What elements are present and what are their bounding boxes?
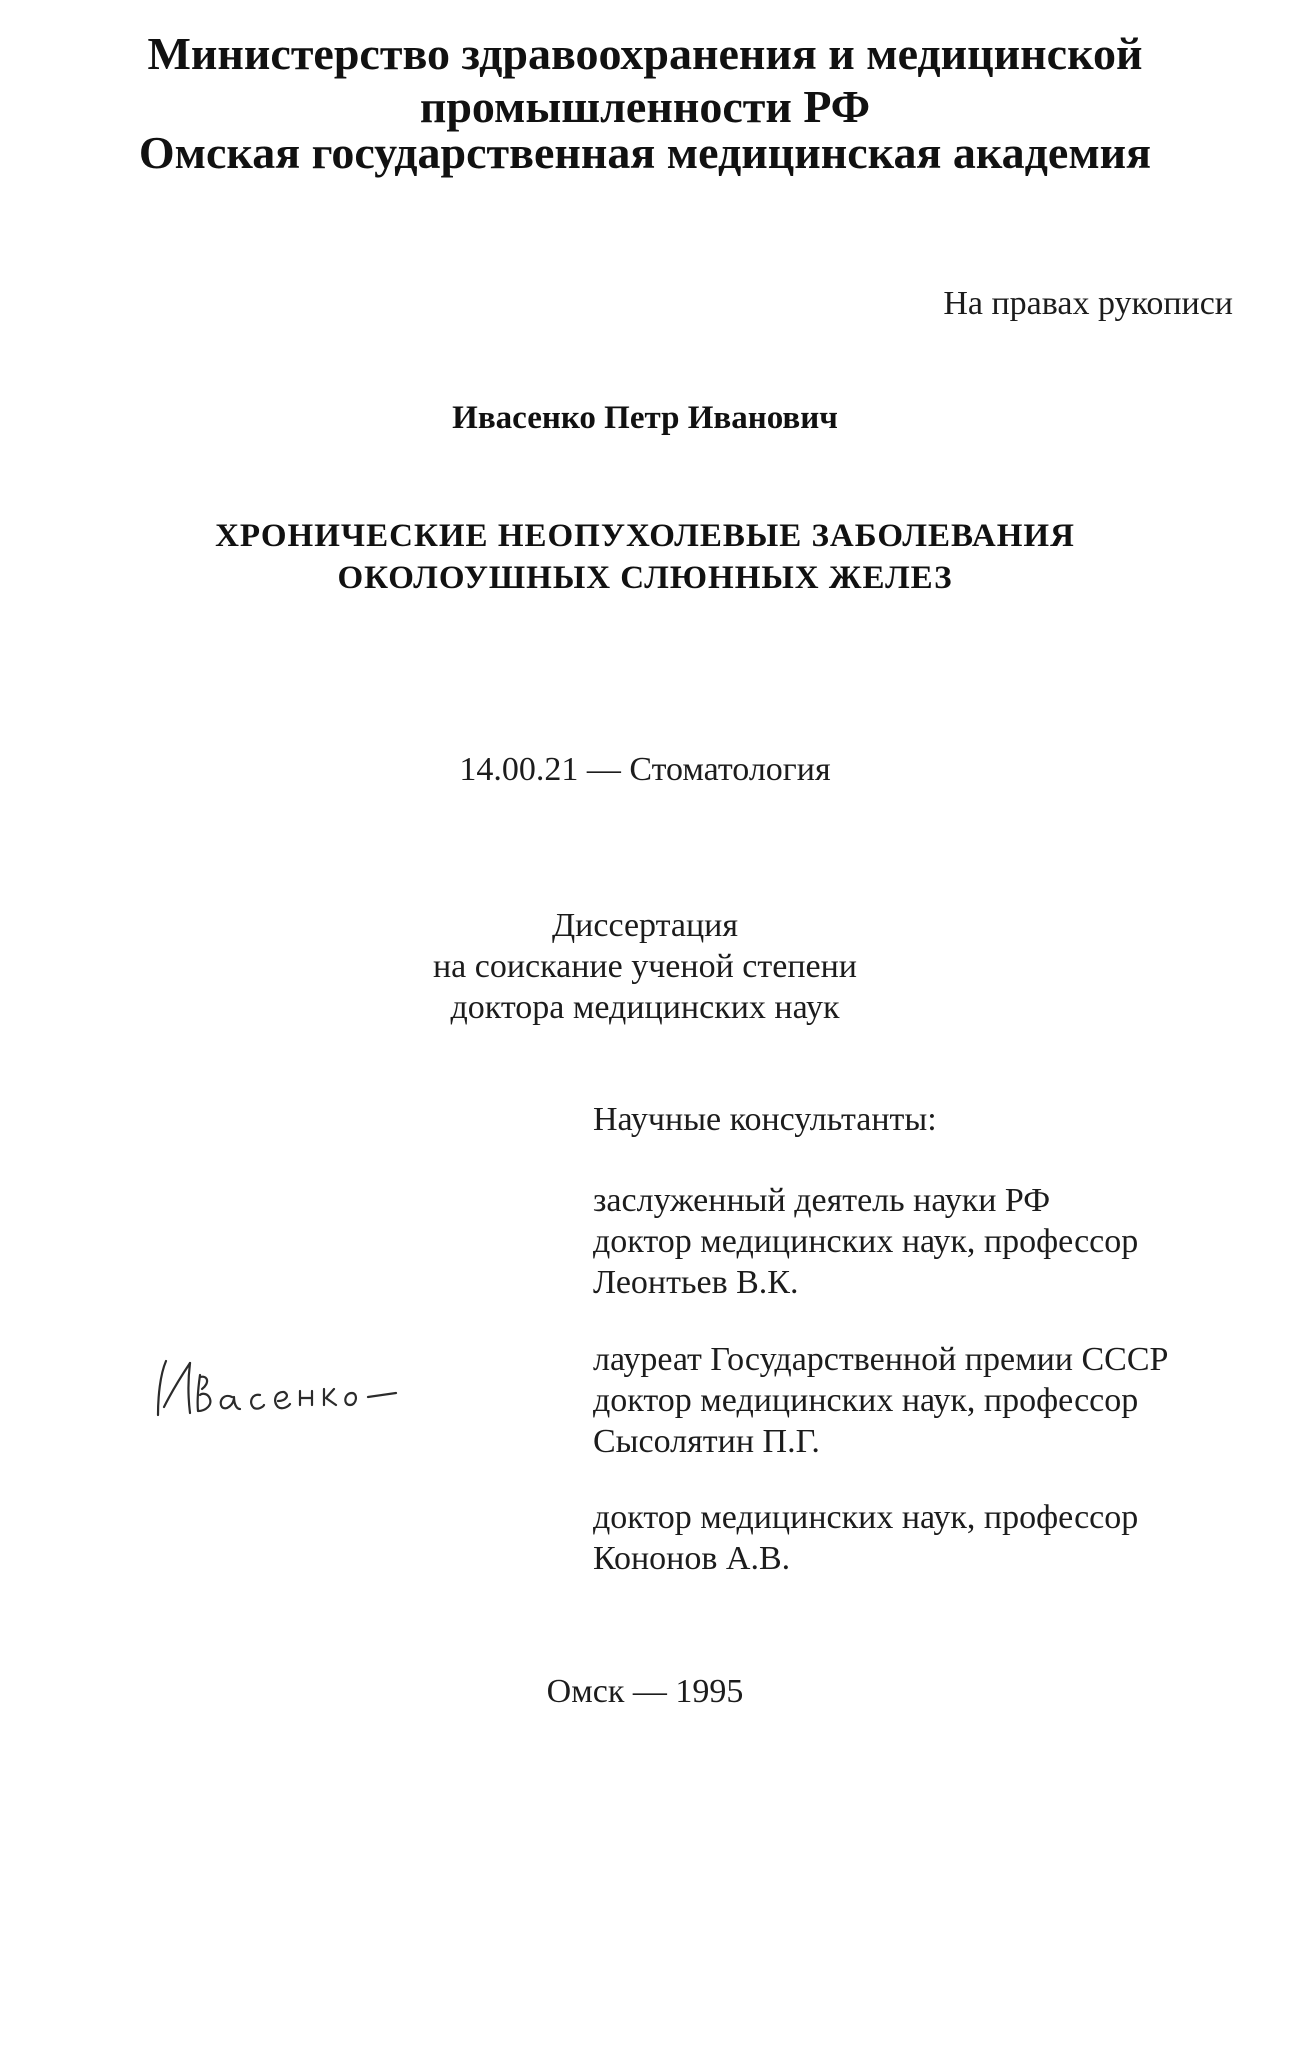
degree-line-3: доктора медицинских наук	[450, 989, 840, 1026]
consultants-heading: Научные консультанты:	[593, 1101, 937, 1138]
institution-line-2: промышленности РФ	[419, 81, 871, 132]
manuscript-note: На правах рукописи	[943, 285, 1233, 322]
consultant-1-line-1: заслуженный деятель науки РФ	[593, 1182, 1051, 1219]
consultant-1-line-2: доктор медицинских наук, профессор	[593, 1223, 1139, 1260]
place-year: Омск — 1995	[546, 1673, 744, 1710]
author-name: Ивасенко Петр Иванович	[452, 400, 838, 436]
title-line-1: ХРОНИЧЕСКИЕ НЕОПУХОЛЕВЫЕ ЗАБОЛЕВАНИЯ	[215, 518, 1075, 554]
consultant-2-line-2: доктор медицинских наук, профессор	[593, 1382, 1139, 1419]
degree-line-2: на соискание ученой степени	[432, 948, 858, 985]
consultant-3-line-1: доктор медицинских наук, профессор	[593, 1499, 1139, 1536]
specialty: 14.00.21 — Стоматология	[459, 751, 831, 788]
consultant-3-name: Кононов А.В.	[593, 1540, 791, 1577]
consultant-2-line-1: лауреат Государственной премии СССР	[593, 1341, 1169, 1378]
institution-line-3: Омская государственная медицинская академия	[138, 127, 1152, 178]
degree-line-1: Диссертация	[551, 907, 739, 944]
consultant-1-name: Леонтьев В.К.	[593, 1264, 799, 1301]
consultant-2-name: Сысолятин П.Г.	[593, 1423, 820, 1460]
institution-line-1: Министерство здравоохранения и медицинской	[147, 28, 1143, 79]
handwritten-signature	[150, 1345, 410, 1425]
title-line-2: ОКОЛОУШНЫХ СЛЮННЫХ ЖЕЛЕЗ	[337, 560, 953, 596]
